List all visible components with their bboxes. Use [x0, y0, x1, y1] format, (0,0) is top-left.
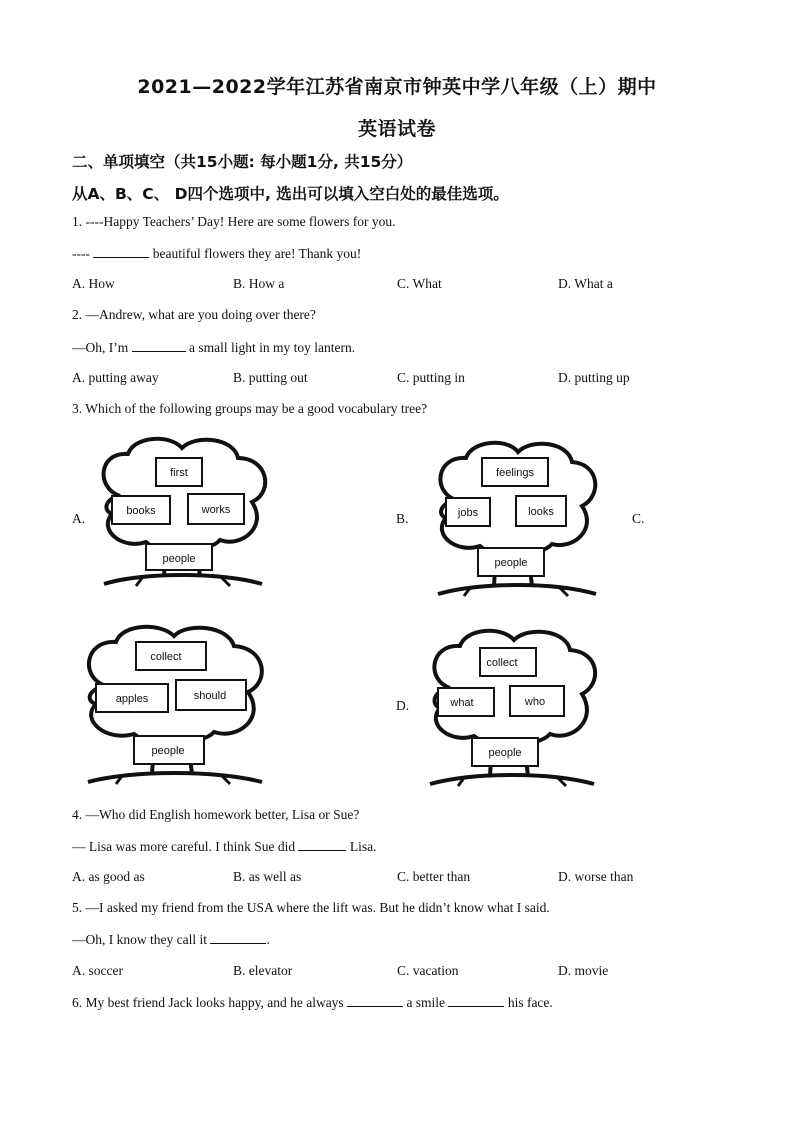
q2-option-a: A. putting away [72, 370, 159, 385]
q2-option-b: B. putting out [233, 370, 308, 385]
tree-d-top-label: collect [486, 657, 518, 669]
q2-blank [132, 339, 186, 352]
tree-c-left-label: apples [115, 693, 149, 705]
q2-response-pre: —Oh, I’m [72, 340, 132, 355]
tree-a-right-label: works [201, 504, 231, 516]
q4-option-d: D. worse than [558, 869, 634, 884]
q6-prompt [72, 994, 553, 1011]
tree-d-right-label: who [524, 696, 546, 708]
tree-a-top-label: first [170, 467, 188, 479]
q4-option-a: A. as good as [72, 869, 145, 884]
q5-option-b: B. elevator [233, 963, 293, 978]
q5-response-pre: —Oh, I know they call it [72, 932, 211, 947]
q4-option-c: C. better than [397, 869, 471, 884]
q2-prompt: 2. —Andrew, what are you doing over there? [72, 307, 316, 322]
vocab-tree-d [422, 628, 598, 792]
vocab-tree-c [76, 624, 272, 790]
tree-c-right-label: should [193, 690, 227, 702]
tree-c-top-label: collect [150, 651, 182, 663]
q1-option-c: C. What [397, 276, 442, 291]
q2-option-d: D. putting up [558, 370, 630, 385]
q4-blank [298, 838, 346, 851]
q3-option-a-letter: A. [72, 511, 86, 526]
q1-option-b: B. How a [233, 276, 285, 291]
q6-blank-1 [347, 994, 403, 1007]
q4-response-pre: — Lisa was more careful. I think Sue did [72, 839, 299, 854]
q6-prompt-post: his face. [504, 995, 553, 1010]
q5-prompt: 5. —I asked my friend from the USA where the lift was. But he didn’t know what I said. [72, 900, 550, 915]
q2-response-post: a small light in my toy lantern. [185, 340, 356, 355]
q4-prompt: 4. —Who did English homework better, Lisa or Sue? [72, 807, 360, 822]
tree-c-trunk-label: people [151, 745, 185, 757]
tree-a-trunk-label: people [162, 553, 196, 565]
q4-option-b: B. as well as [233, 869, 302, 884]
tree-d-left-label: what [450, 697, 474, 709]
q5-blank [210, 931, 266, 944]
section-heading: 二、单项填空（共15小题: 每小题1分, 共15分） [72, 153, 413, 171]
tree-b-trunk-label: people [494, 557, 528, 569]
q3-option-c-letter: C. [632, 511, 645, 526]
tree-b-left-label: jobs [457, 507, 479, 519]
exam-title-line1: 2021—2022学年江苏省南京市钟英中学八年级（上）期中 [137, 76, 657, 98]
q2-response [72, 339, 355, 356]
q5-response [72, 931, 270, 948]
q1-option-a: A. How [72, 276, 115, 291]
q6-prompt-mid: a smile [403, 995, 449, 1010]
vocab-tree-a [92, 436, 272, 592]
q1-blank [93, 245, 149, 258]
vocab-tree-b [430, 440, 600, 602]
tree-b-top-label: feelings [496, 467, 534, 479]
q6-blank-2 [448, 994, 504, 1007]
q1-prompt: 1. ----Happy Teachers’ Day! Here are some flowers for you. [72, 214, 396, 229]
q4-response-post: Lisa. [346, 839, 377, 854]
q3-option-b-letter: B. [396, 511, 409, 526]
tree-a-left-label: books [126, 505, 156, 517]
q3-prompt: 3. Which of the following groups may be a good vocabulary tree? [72, 401, 428, 416]
q5-response-post: . [266, 932, 270, 947]
q1-response [72, 245, 361, 262]
tree-d-trunk-label: people [488, 747, 522, 759]
q4-response [72, 838, 376, 855]
q3-option-d-letter: D. [396, 698, 410, 713]
q5-option-c: C. vacation [397, 963, 459, 978]
q5-option-d: D. movie [558, 963, 609, 978]
q2-option-c: C. putting in [397, 370, 465, 385]
q1-option-d: D. What a [558, 276, 613, 291]
q6-prompt-pre: 6. My best friend Jack looks happy, and he always [72, 995, 348, 1010]
tree-b-right-label: looks [528, 506, 554, 518]
q1-response-pre: ---- [72, 246, 94, 261]
section-instruction: 从A、B、C、 D四个选项中, 选出可以填入空白处的最佳选项。 [72, 185, 509, 203]
q5-option-a: A. soccer [72, 963, 123, 978]
exam-title-line2: 英语试卷 [357, 118, 436, 140]
q1-response-post: beautiful flowers they are! Thank you! [149, 246, 362, 261]
